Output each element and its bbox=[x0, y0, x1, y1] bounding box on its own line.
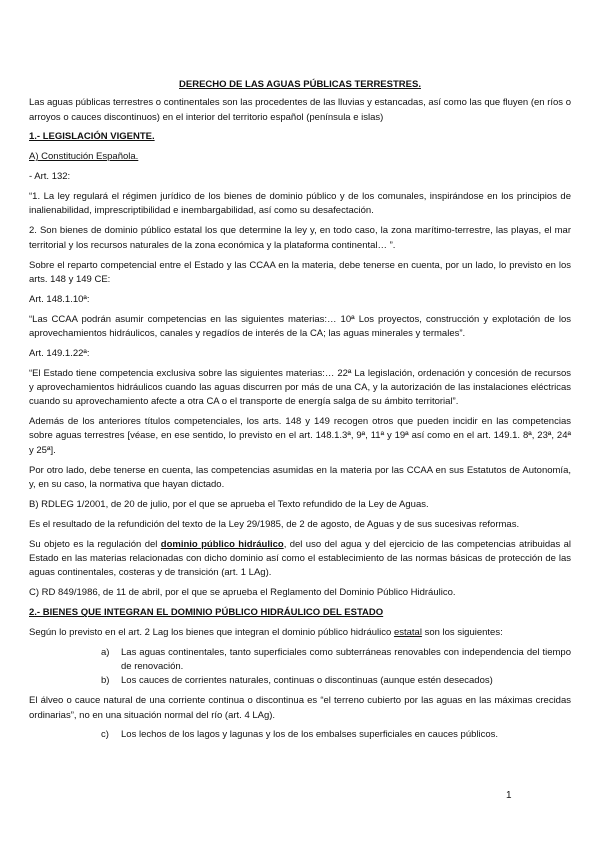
list-marker-b: b) bbox=[101, 675, 110, 687]
page-number: 1 bbox=[506, 790, 512, 801]
otro-lado-paragraph: Por otro lado, debe tenerse en cuenta, las competencias asumidas en la materia por las CCAA en sus Estatutos de Autonomía, y, en su caso, la normativa que hayan dictado. bbox=[29, 464, 571, 490]
document-title: DERECHO DE LAS AGUAS PÚBLICAS TERRESTRES. bbox=[179, 79, 421, 90]
alveo-paragraph: El álveo o cauce natural de una corriente continua o discontinua es “el terreno cubierto por las aguas en las máximas crecidas ordinarias”, no en una situación normal del río (art. 4 LAg). bbox=[29, 695, 571, 721]
list-text-b: Los cauces de corrientes naturales, continuas o discontinuas (aunque estén desecados) bbox=[121, 675, 493, 687]
art-148-quote: “Las CCAA podrán asumir competencias en las siguientes materias:… 10ª Los proyectos, construcción y explotación de los aprovechamientos hidráulicos, canales y regadíos de interés de la CA; las aguas minerales y termales”. bbox=[29, 313, 571, 339]
objeto-text-start: Su objeto es la regulación del bbox=[29, 538, 161, 550]
reparto-paragraph: Sobre el reparto competencial entre el Estado y las CCAA en la materia, debe tenerse en cuenta, por un lado, lo previsto en los arts. 148 y 149 CE: bbox=[29, 259, 571, 285]
document-body bbox=[29, 78, 571, 743]
art-148-label: Art. 148.1.10ª: bbox=[29, 293, 90, 305]
objeto-emphasis: dominio público hidráulico bbox=[160, 538, 284, 550]
section-2-intro-start: Según lo previsto en el art. 2 Lag los bienes que integran el dominio público hidráulico bbox=[29, 626, 394, 638]
list-text-c: Los lechos de los lagos y lagunas y los de los embalses superficiales en cauces públicos. bbox=[121, 729, 499, 741]
list-marker-c: c) bbox=[101, 729, 109, 741]
list-item-c bbox=[101, 728, 571, 742]
section-2-intro-end: son los siguientes: bbox=[421, 626, 503, 638]
list-item-a bbox=[101, 646, 571, 675]
objeto-paragraph bbox=[29, 538, 571, 581]
subsection-b-heading: B) RDLEG 1/2001, de 20 de julio, por el que se aprueba el Texto refundido de la Ley de Aguas. bbox=[29, 498, 429, 510]
section-2-heading: 2.- BIENES QUE INTEGRAN EL DOMINIO PÚBLICO HIDRÁULICO DEL ESTADO bbox=[29, 607, 384, 618]
section-2-intro bbox=[29, 626, 571, 640]
ademas-paragraph: Además de los anteriores títulos competenciales, los arts. 148 y 149 recogen otros que pueden incidir en las competencias sobre aguas terrestres [véase, en ese sentido, lo previsto en el art. 148.1.3ª, 9ª, 11ª y 19ª así como en el art. 149.1. 8ª, 23ª, 24ª y 25ª]. bbox=[29, 416, 571, 456]
subsection-c-heading: C) RD 849/1986, de 11 de abril, por el que se aprueba el Reglamento del Dominio Público Hidráulico. bbox=[29, 587, 456, 599]
list-item-b bbox=[101, 674, 571, 688]
estatal-underlined: estatal bbox=[393, 626, 422, 638]
art-132-paragraph-1: “1. La ley regulará el régimen jurídico de los bienes de dominio público y de los comunales, inspirándose en los principios de inalienabilidad, imprescriptibilidad e inembargabilidad, así como su desafectación. bbox=[29, 191, 571, 217]
resultado-paragraph: Es el resultado de la refundición del texto de la Ley 29/1985, de 2 de agosto, de Aguas y de sus sucesivas reformas. bbox=[29, 518, 520, 530]
art-149-label: Art. 149.1.22ª: bbox=[29, 347, 90, 359]
list-text-a: Las aguas continentales, tanto superficiales como subterráneas renovables con independencia del tiempo de renovación. bbox=[121, 646, 571, 673]
subsection-a-heading: A) Constitución Española. bbox=[29, 151, 139, 163]
art-132-paragraph-2: 2. Son bienes de dominio público estatal los que determine la ley y, en todo caso, la zona marítimo-terrestre, las playas, el mar territorial y los recursos naturales de la zona económica y la plataforma continental… ”. bbox=[29, 225, 571, 251]
list-marker-a: a) bbox=[101, 646, 110, 658]
art-132-label: - Art. 132: bbox=[29, 171, 71, 183]
intro-paragraph: Las aguas públicas terrestres o continentales son las procedentes de las lluvias y estancadas, así como las que fluyen (en ríos o arroyos o cauces discontinuos) en el interior del territorio español (península e islas) bbox=[29, 97, 571, 123]
objeto-text-end: , del uso del agua y del ejercicio de las competencias atribuidas al Estado en las materias relacionadas con dicho dominio así como el establecimiento de las normas básicas de protección de las aguas continentales, costeras y de transición (art. 1 LAg). bbox=[29, 538, 571, 579]
art-149-quote: “El Estado tiene competencia exclusiva sobre las siguientes materias:… 22ª La legislación, ordenación y concesión de recursos y aprovechamientos hidráulicos cuando las aguas discurren por más de una CA, y la autorización de las instalaciones eléctricas cuando su aprovechamiento afecte a otra CA o el transporte de energía salga de su ámbito territorial”. bbox=[29, 367, 571, 408]
section-1-heading: 1.- LEGISLACIÓN VIGENTE. bbox=[29, 131, 155, 143]
